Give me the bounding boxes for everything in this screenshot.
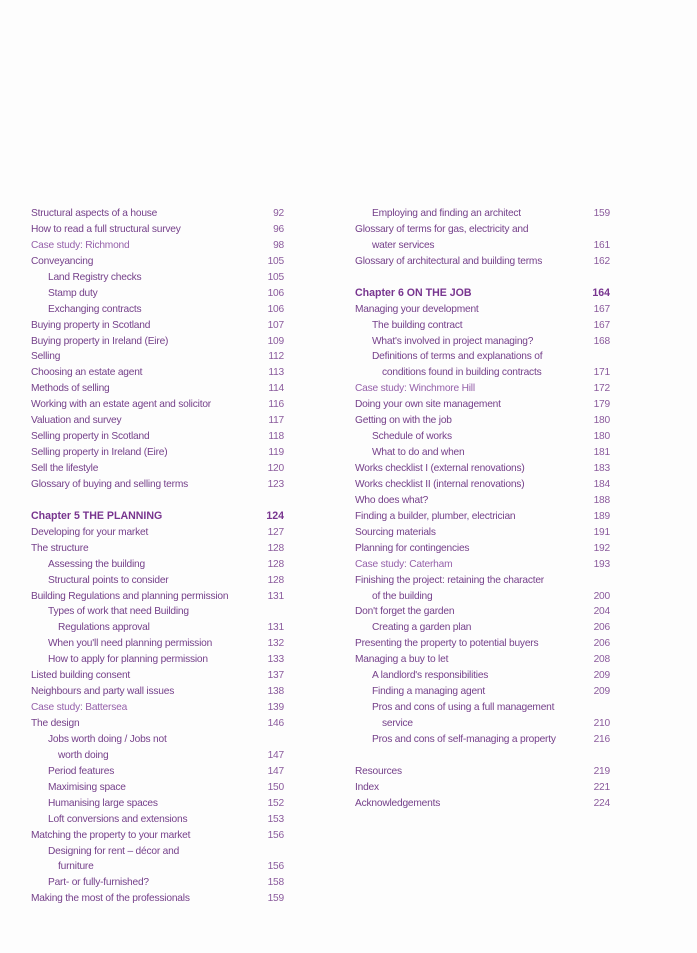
entry-title: Period features	[48, 765, 115, 777]
entry-title: service	[382, 718, 413, 729]
page-number: 147	[267, 749, 284, 761]
toc-entry	[31, 413, 284, 429]
page-number: 120	[267, 463, 284, 474]
entry-title: Schedule of works	[372, 431, 452, 443]
page-number: 224	[593, 797, 610, 809]
toc-entry	[31, 828, 284, 844]
page-number: 139	[267, 702, 284, 714]
chapter-heading	[355, 286, 610, 302]
page-number: 112	[268, 351, 284, 363]
entry-title: Exchanging contracts	[48, 303, 142, 315]
spacer	[355, 748, 610, 764]
page-number: 131	[267, 590, 284, 602]
page-number: 168	[593, 335, 610, 347]
page-number: 116	[268, 399, 284, 411]
toc-entry	[31, 445, 284, 461]
toc-entry	[31, 875, 284, 891]
entry-title: Acknowledgements	[355, 797, 441, 809]
page-number: 105	[267, 255, 284, 267]
page-number: 117	[268, 415, 284, 427]
toc-entry	[31, 891, 284, 907]
entry-title: Selling property in Scotland	[31, 431, 150, 443]
page-number: 152	[267, 797, 284, 809]
case-study-entry	[355, 557, 610, 573]
toc-entry	[355, 477, 610, 493]
toc-entry	[31, 254, 284, 270]
toc-entry	[31, 589, 284, 605]
entry-title: Case study: Caterham	[355, 558, 453, 570]
toc-entry	[31, 365, 284, 381]
entry-title: Creating a garden plan	[372, 622, 472, 634]
entry-title: Resources	[355, 765, 402, 777]
entry-title: of the building	[372, 590, 433, 602]
page-number: 206	[593, 622, 610, 634]
toc-entry	[355, 652, 610, 668]
spacer	[31, 493, 284, 509]
entry-title: Works checklist I (external renovations)	[355, 463, 525, 474]
toc-entry	[355, 796, 610, 812]
toc-entry	[355, 525, 610, 541]
page-number: 153	[267, 813, 284, 825]
toc-entry	[31, 461, 284, 477]
page-number: 106	[267, 287, 284, 299]
entry-title: Employing and finding an architect	[372, 208, 521, 219]
toc-entry	[355, 413, 610, 429]
entry-title: worth doing	[58, 749, 109, 761]
toc-entry	[355, 636, 610, 652]
entry-title: Regulations approval	[58, 622, 150, 634]
entry-title: Glossary of buying and selling terms	[31, 478, 189, 490]
entry-title: Managing a buy to let	[355, 654, 449, 666]
entry-title: Case study: Richmond	[31, 239, 130, 251]
page-number: 147	[267, 765, 284, 777]
toc-entry	[355, 541, 610, 557]
toc-entry	[355, 349, 610, 365]
page-number: 208	[593, 654, 610, 666]
page-number: 204	[593, 606, 610, 618]
page-number: 137	[267, 670, 284, 682]
entry-title: water services	[372, 239, 435, 251]
entry-title: Methods of selling	[31, 383, 110, 395]
entry-title: Who does what?	[355, 494, 429, 506]
entry-title: Chapter 6 ON THE JOB	[355, 286, 472, 299]
entry-title: The design	[31, 718, 80, 729]
page-number: 172	[593, 383, 610, 395]
toc-entry	[31, 525, 284, 541]
toc-entry	[355, 493, 610, 509]
entry-title: Structural aspects of a house	[31, 208, 158, 219]
page-number: 206	[593, 638, 610, 650]
page-number: 184	[593, 478, 610, 490]
entry-title: What to do and when	[372, 447, 465, 459]
toc-entry	[355, 764, 610, 780]
entry-title: Conveyancing	[31, 255, 94, 267]
page-number: 124	[266, 509, 284, 522]
entry-title: Matching the property to your market	[31, 829, 191, 841]
toc-entry	[31, 636, 284, 652]
entry-title: Building Regulations and planning permission	[31, 590, 229, 602]
page-number: 183	[593, 463, 610, 474]
entry-title: Pros and cons of self-managing a property	[372, 733, 556, 745]
entry-title: How to apply for planning permission	[48, 654, 208, 666]
toc-entry	[355, 429, 610, 445]
page-number: 159	[267, 893, 284, 905]
page-number: 167	[593, 319, 610, 331]
page-number: 131	[267, 622, 284, 634]
toc-entry	[355, 716, 610, 732]
toc-entry	[31, 557, 284, 573]
page-number: 188	[593, 494, 610, 506]
entry-title: Planning for contingencies	[355, 542, 470, 554]
page-number: 192	[593, 542, 610, 554]
entry-title: Buying property in Ireland (Eire)	[31, 335, 169, 347]
toc-entry	[31, 859, 284, 875]
page-number: 191	[593, 526, 610, 538]
entry-title: Finding a managing agent	[372, 686, 486, 698]
toc-entry	[355, 780, 610, 796]
entry-title: Land Registry checks	[48, 271, 142, 283]
toc-entry	[31, 429, 284, 445]
entry-title: Assessing the building	[48, 558, 145, 570]
case-study-entry	[31, 700, 284, 716]
toc-right-column	[355, 206, 610, 812]
entry-title: Finding a builder, plumber, electrician	[355, 510, 516, 522]
toc-entry	[355, 318, 610, 334]
entry-title: Selling property in Ireland (Eire)	[31, 447, 168, 459]
toc-entry	[355, 509, 610, 525]
page-number: 119	[268, 447, 284, 459]
toc-entry	[31, 206, 284, 222]
page-number: 96	[273, 223, 284, 235]
toc-entry	[355, 604, 610, 620]
toc-entry	[355, 589, 610, 605]
toc-entry	[355, 573, 610, 589]
toc-entry	[31, 573, 284, 589]
toc-entry	[355, 620, 610, 636]
page-number: 118	[268, 431, 284, 443]
entry-title: Structural points to consider	[48, 574, 169, 586]
toc-entry	[355, 302, 610, 318]
entry-title: Presenting the property to potential buyers	[355, 638, 539, 650]
page-number: 156	[267, 861, 284, 873]
entry-title: Glossary of architectural and building terms	[355, 255, 543, 267]
page-number: 128	[267, 574, 284, 586]
toc-entry	[355, 732, 610, 748]
entry-title: Finishing the project: retaining the character	[355, 574, 544, 586]
entry-title: Neighbours and party wall issues	[31, 686, 175, 698]
page-number: 113	[268, 367, 284, 379]
page-number: 159	[593, 208, 610, 219]
spacer	[355, 270, 610, 286]
toc-entry	[31, 620, 284, 636]
entry-title: Choosing an estate agent	[31, 367, 143, 379]
toc-entry	[31, 477, 284, 493]
page-number: 107	[267, 319, 284, 331]
toc-entry	[31, 652, 284, 668]
page-number: 221	[593, 781, 610, 793]
page-number: 98	[273, 239, 284, 251]
entry-title: Sell the lifestyle	[31, 463, 99, 474]
page-number: 106	[267, 303, 284, 315]
entry-title: Jobs worth doing / Jobs not	[48, 733, 167, 745]
page-number: 161	[593, 239, 610, 251]
entry-title: Case study: Winchmore Hill	[355, 383, 475, 395]
page-number: 209	[593, 686, 610, 698]
page-number: 127	[267, 526, 284, 538]
entry-title: Definitions of terms and explanations of	[372, 351, 543, 363]
toc-entry	[355, 700, 610, 716]
toc-entry	[31, 381, 284, 397]
page-number: 216	[593, 733, 610, 745]
toc-entry	[355, 206, 610, 222]
page-number: 180	[593, 431, 610, 443]
toc-entry	[31, 302, 284, 318]
page-number: 180	[593, 415, 610, 427]
toc-entry	[31, 222, 284, 238]
entry-title: Glossary of terms for gas, electricity and	[355, 223, 529, 235]
page-number: 219	[593, 765, 610, 777]
entry-title: When you'll need planning permission	[48, 638, 213, 650]
entry-title: A landlord's responsibilities	[372, 670, 489, 682]
entry-title: Selling	[31, 351, 61, 363]
toc-entry	[31, 732, 284, 748]
toc-entry	[31, 668, 284, 684]
entry-title: Developing for your market	[31, 526, 149, 538]
toc-entry	[355, 334, 610, 350]
page-number: 150	[267, 781, 284, 793]
entry-title: Pros and cons of using a full management	[372, 702, 555, 714]
toc-entry	[355, 684, 610, 700]
toc-entry	[31, 796, 284, 812]
toc-entry	[355, 222, 610, 238]
toc-entry	[31, 349, 284, 365]
entry-title: Working with an estate agent and solicitor	[31, 399, 211, 411]
entry-title: The building contract	[372, 319, 463, 331]
entry-title: furniture	[58, 861, 94, 873]
entry-title: The structure	[31, 542, 89, 554]
page-number: 114	[268, 383, 284, 395]
entry-title: Humanising large spaces	[48, 797, 158, 809]
page-number: 200	[593, 590, 610, 602]
entry-title: Chapter 5 THE PLANNING	[31, 509, 163, 522]
entry-title: Stamp duty	[48, 287, 98, 299]
entry-title: Buying property in Scotland	[31, 319, 151, 331]
entry-title: Case study: Battersea	[31, 702, 128, 714]
page-number: 156	[267, 829, 284, 841]
entry-title: Doing your own site management	[355, 399, 501, 411]
case-study-entry	[355, 381, 610, 397]
entry-title: How to read a full structural survey	[31, 223, 181, 235]
toc-entry	[31, 684, 284, 700]
entry-title: Works checklist II (internal renovations)	[355, 478, 525, 490]
page-number: 164	[592, 286, 610, 299]
toc-entry	[31, 812, 284, 828]
entry-title: Types of work that need Building	[48, 606, 189, 618]
entry-title: Making the most of the professionals	[31, 893, 190, 905]
page-number: 105	[267, 271, 284, 283]
toc-entry	[31, 286, 284, 302]
page-number: 132	[267, 638, 284, 650]
toc-entry	[31, 318, 284, 334]
entry-title: Maximising space	[48, 781, 126, 793]
page-number: 146	[267, 718, 284, 729]
entry-title: Loft conversions and extensions	[48, 813, 188, 825]
toc-entry	[31, 748, 284, 764]
page-number: 209	[593, 670, 610, 682]
toc-entry	[355, 365, 610, 381]
page-number: 167	[593, 303, 610, 315]
page-number: 128	[267, 558, 284, 570]
entry-title: conditions found in building contracts	[382, 367, 542, 379]
page-number: 162	[593, 255, 610, 267]
page-number: 189	[593, 510, 610, 522]
chapter-heading	[31, 509, 284, 525]
case-study-entry	[31, 238, 284, 254]
toc-entry	[31, 716, 284, 732]
entry-title: What's involved in project managing?	[372, 335, 534, 347]
toc-entry	[31, 397, 284, 413]
entry-title: Listed building consent	[31, 670, 131, 682]
toc-entry	[31, 844, 284, 860]
page-number: 210	[593, 718, 610, 729]
page-number: 123	[267, 478, 284, 490]
entry-title: Don't forget the garden	[355, 606, 455, 618]
entry-title: Getting on with the job	[355, 415, 452, 427]
page-number: 171	[593, 367, 610, 379]
toc-entry	[31, 541, 284, 557]
page-number: 138	[267, 686, 284, 698]
page-number: 109	[267, 335, 284, 347]
toc-entry	[31, 764, 284, 780]
page-number: 128	[267, 542, 284, 554]
page-number: 181	[593, 447, 610, 459]
toc-entry	[31, 604, 284, 620]
entry-title: Designing for rent – décor and	[48, 845, 180, 857]
page-number: 92	[273, 208, 284, 219]
toc-entry	[31, 334, 284, 350]
page-number: 158	[267, 877, 284, 889]
toc-entry	[355, 445, 610, 461]
page-number: 193	[593, 558, 610, 570]
entry-title: Part- or fully-furnished?	[48, 877, 149, 889]
toc-entry	[355, 397, 610, 413]
entry-title: Managing your development	[355, 303, 479, 315]
page-number: 179	[593, 399, 610, 411]
page-number: 133	[267, 654, 284, 666]
toc-left-column	[31, 206, 284, 907]
entry-title: Index	[355, 781, 379, 793]
toc-entry	[355, 254, 610, 270]
entry-title: Sourcing materials	[355, 526, 436, 538]
toc-entry	[355, 668, 610, 684]
toc-entry	[355, 461, 610, 477]
toc-entry	[31, 270, 284, 286]
entry-title: Valuation and survey	[31, 415, 122, 427]
toc-entry	[355, 238, 610, 254]
toc-entry	[31, 780, 284, 796]
